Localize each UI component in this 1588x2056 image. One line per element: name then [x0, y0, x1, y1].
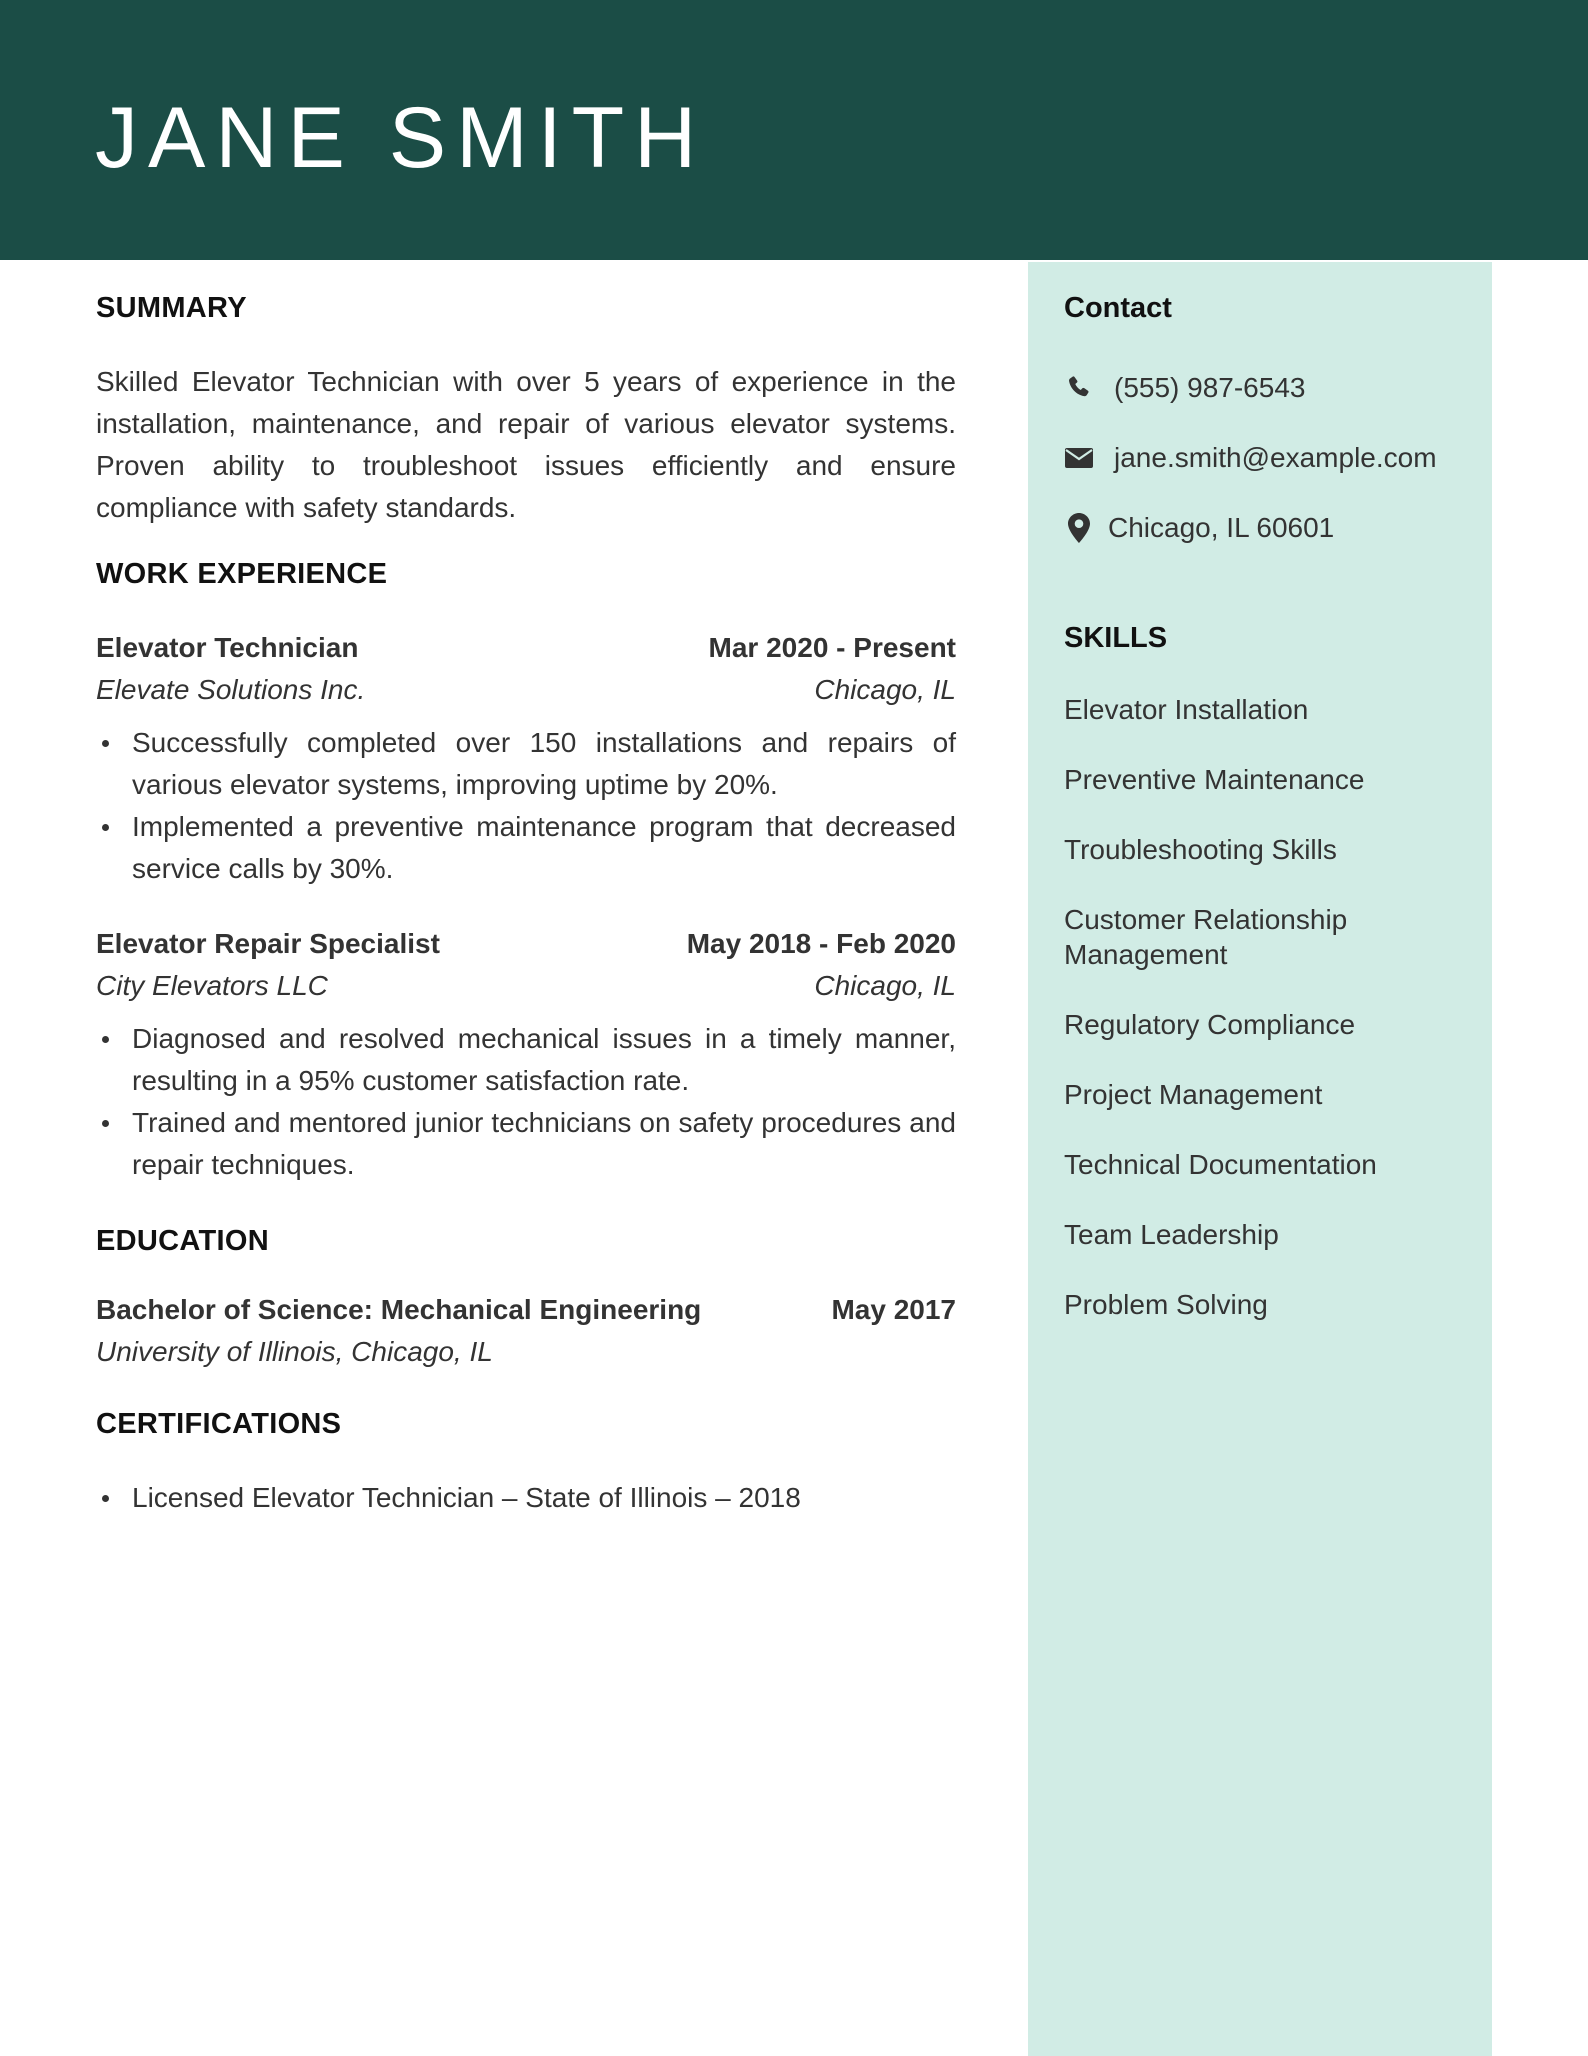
skill-item: Problem Solving — [1064, 1289, 1268, 1320]
skill-item: Preventive Maintenance — [1064, 764, 1365, 795]
job-bullets — [96, 1018, 956, 1186]
list-item: Implemented a preventive maintenance program that decreased service calls by 30%. — [96, 806, 956, 890]
list-item: Trained and mentored junior technicians on safety procedures and repair techniques. — [96, 1102, 956, 1186]
skill-item: Customer Relationship Management — [1064, 904, 1348, 970]
education-heading: EDUCATION — [96, 1225, 269, 1257]
job-company-row — [96, 669, 956, 711]
work-experience-heading: WORK EXPERIENCE — [96, 558, 388, 590]
list-item: Diagnosed and resolved mechanical issues in a timely manner, resulting in a 95% customer satisfaction rate. — [96, 1018, 956, 1102]
job-dates: Mar 2020 - Present — [708, 632, 956, 663]
school: University of Illinois, Chicago, IL — [96, 1336, 493, 1367]
location-text: Chicago, IL 60601 — [1108, 512, 1335, 543]
skill-item: Project Management — [1064, 1079, 1323, 1110]
skill-item: Elevator Installation — [1064, 694, 1309, 725]
list-item: Licensed Elevator Technician – State of Illinois – 2018 — [96, 1477, 956, 1519]
summary-heading: SUMMARY — [96, 292, 247, 324]
phone-number: (555) 987-6543 — [1114, 372, 1306, 403]
map-marker-icon — [1064, 513, 1094, 543]
job-title: Elevator Technician — [96, 632, 359, 663]
contact-heading: Contact — [1064, 292, 1172, 324]
job-title-row — [96, 627, 956, 669]
skills-heading: SKILLS — [1064, 622, 1168, 654]
email-address: jane.smith@example.com — [1114, 442, 1437, 473]
job-company: City Elevators LLC — [96, 970, 328, 1001]
skill-item: Troubleshooting Skills — [1064, 834, 1337, 865]
skills-list — [1064, 692, 1464, 1357]
envelope-icon — [1064, 443, 1094, 473]
skill-item: Technical Documentation — [1064, 1149, 1377, 1180]
job-dates: May 2018 - Feb 2020 — [686, 928, 956, 959]
degree: Bachelor of Science: Mechanical Engineering — [96, 1294, 702, 1325]
contact-location — [1064, 512, 1334, 544]
sidebar — [1028, 262, 1492, 2056]
education-degree-row — [96, 1289, 956, 1331]
skill-item: Regulatory Compliance — [1064, 1009, 1356, 1040]
job-company-row — [96, 965, 956, 1007]
skill-item: Team Leadership — [1064, 1219, 1279, 1250]
job-location: Chicago, IL — [814, 970, 956, 1001]
phone-icon — [1064, 373, 1094, 403]
job-title-row — [96, 923, 956, 965]
list-item: Successfully completed over 150 installations and repairs of various elevator systems, improving uptime by 20%. — [96, 722, 956, 806]
contact-phone — [1064, 372, 1305, 404]
job-company: Elevate Solutions Inc. — [96, 674, 366, 705]
certifications-heading: CERTIFICATIONS — [96, 1408, 342, 1440]
graduation-date: May 2017 — [831, 1294, 956, 1325]
summary-text: Skilled Elevator Technician with over 5 years of experience in the installation, maintenance, and repair of various elevator systems. Proven ability to troubleshoot issues efficiently and ensure compliance with safety standards. — [96, 366, 956, 523]
job-bullets — [96, 722, 956, 890]
job-title: Elevator Repair Specialist — [96, 928, 440, 959]
education-school-row — [96, 1331, 956, 1373]
certifications-list — [96, 1477, 956, 1519]
contact-email — [1064, 442, 1437, 474]
candidate-name: JANE SMITH — [95, 90, 707, 186]
job-location: Chicago, IL — [814, 674, 956, 705]
header-band — [0, 0, 1588, 260]
